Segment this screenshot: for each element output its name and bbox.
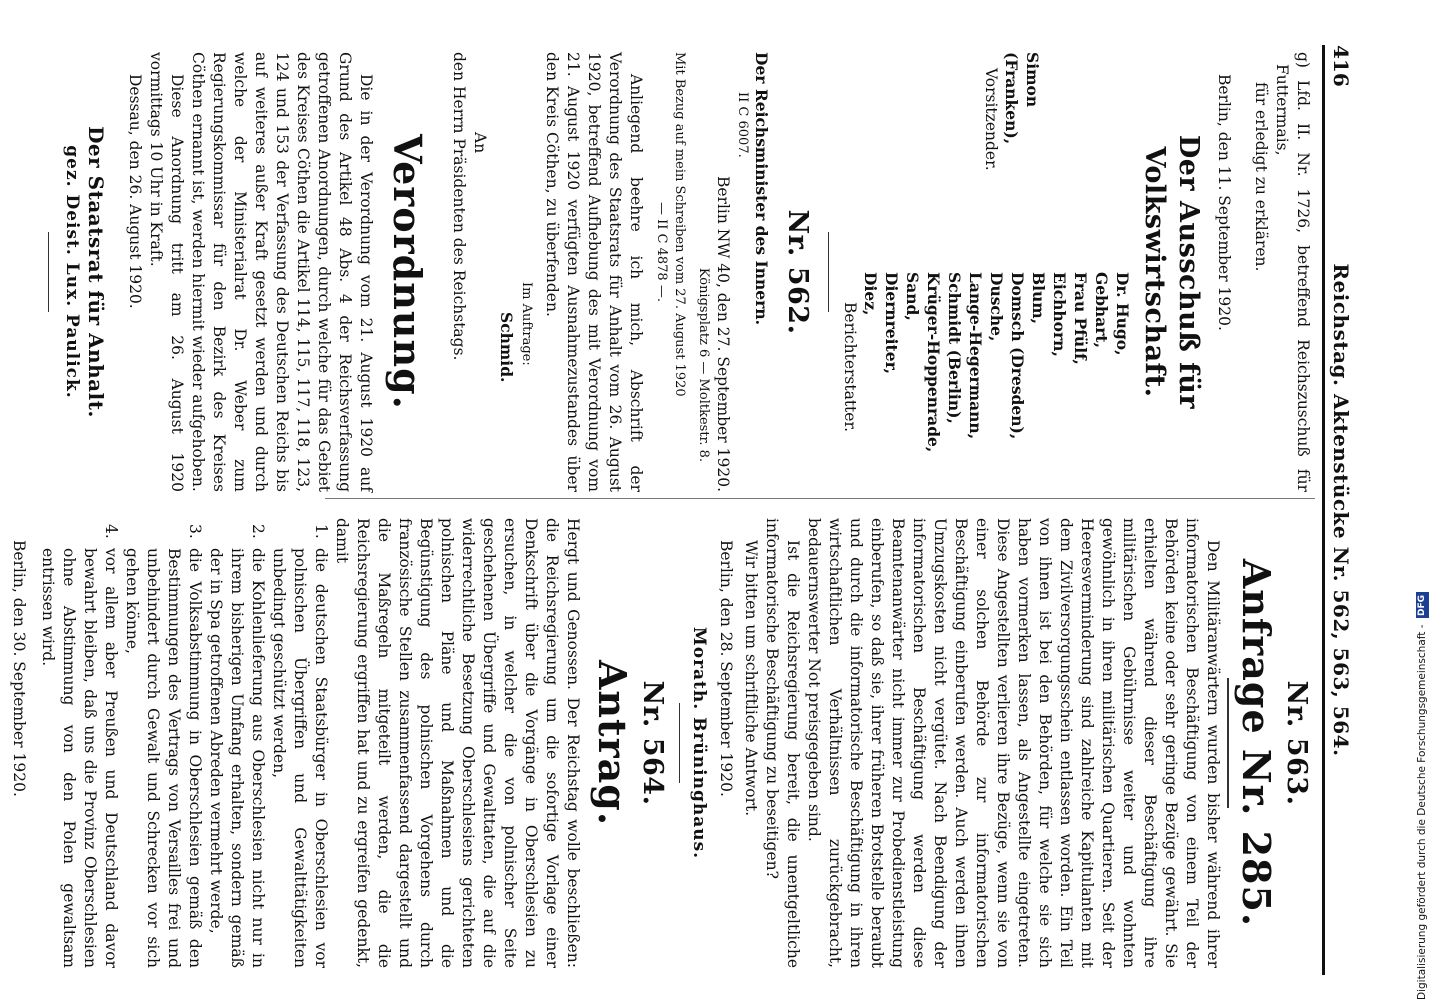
item-number: 3. — [186, 524, 204, 539]
page-header — [1322, 45, 1365, 975]
member-name: Domsch (Dresden), — [1008, 272, 1027, 440]
item-text: vor allem aber Preußen und Deutschland davor bewahrt bleiben, daß uns die Provinz Oberschlesien ohne Abstimmung von den Polen gewaltsam entrissen wird. — [39, 548, 120, 968]
motion-intro: Hergt und Genossen. Der Reichstag wolle beschließen: die Reichsregierung um die sofortige Vorlage einer Denkschrift über die Vorgänge in Oberschlesien zu ersuchen, in welcher die von polnischer Seite geschehenen Übergriffe und Gewalttaten, die auf die widerrechtliche Besetzung Oberschlesiens gerichteten polnischen Pläne und Maßnahmen und die Begünstigung des polnischen Vorgehens durch französische Stellen zusammenfassend dargestellt und die Maßregeln mitgeteilt werden, die die Reichsregierung ergriffen hat und zu ergreifen gedenkt, damit — [333, 518, 582, 968]
letter-signer: Schmid. — [497, 312, 516, 383]
member-name: Schmidt (Berlin), — [945, 272, 964, 424]
member-list — [839, 182, 1133, 452]
decree-signers: gez. Deist. Lux. Paulick. — [62, 145, 82, 399]
funding-sidebar — [1410, 0, 1434, 1000]
address: Königsplatz 6 — Moltkestr. 8. — [696, 267, 711, 462]
item-g: g) Lfd. II. Nr. 1726, betreffend Reichszuschuß für Futtermais, — [1273, 52, 1312, 492]
signer-name — [0, 860, 2, 968]
signer-name — [0, 746, 2, 854]
reference-code: II C 6007. — [735, 92, 750, 158]
members-role: Berichterstatter. — [841, 302, 859, 433]
place-date: Berlin NW 40, den 27. September 1920. — [714, 176, 732, 492]
title-rule — [1227, 678, 1229, 808]
order-label: Im Auftrage: — [519, 282, 534, 366]
column-divider — [325, 498, 1315, 499]
decree-body: Die in der Verordnung vom 21. August 1920 auf Grund des Artikel 48 Abs. 4 der Reichsverfassung getroffenen Anordnungen, durch welche für das Gebiet des Kreises Cöthen die Artikel 114, 115, 117, 118, 123, 124 und 153 der Verfassung des Deutschen Reichs bis auf weiteres außer Kraft gesetzt werden und durch welche der Ministerialrat Dr. Weber zum Regierungskommissar für den Bezirk des Kreises Cöthen ernannt ist, werden hiermit wieder aufgehoben. — [189, 52, 375, 492]
decree-title: Verordnung. — [385, 134, 430, 410]
item-text: die Kohlenlieferung aus Oberschlesien nicht nur in ihrem bisherigen Umfang erhalten, sondern gemäß der in Spa getroffenen Abreden vermehrt werde, — [207, 548, 267, 968]
reference-line: Mit Bezug auf mein Schreiben vom 27. August 1920 — [672, 52, 687, 397]
item-number: 1. — [312, 524, 330, 539]
running-title: Reichstag. Aktenstücke Nr. 562, 563, 564. — [1329, 263, 1353, 757]
member-name: Frau Pfülf, — [1071, 272, 1090, 365]
list-item — [121, 518, 205, 968]
chair-role: Vorsitzender. — [982, 68, 1000, 171]
separator — [828, 232, 829, 312]
motion-items — [37, 518, 331, 968]
item-text: die Volksabstimmung in Oberschlesien gemäß den Bestimmungen des Vertrags von Versailles frei und unbehindert durch Gewalt und Schrecken vor sich gehen könne, — [123, 548, 204, 968]
end-rule — [48, 232, 49, 312]
letter-body: Anliegend beehre ich mich, Abschrift der Verordnung des Staatsrats für Anhalt vom 26. August 1920, betreffend Aufhebung des mit Verordnung vom 21. August 1920 verfügten Ausnahmezustandes über den Kreis Cöthen, zu überfenden. — [543, 52, 645, 492]
chair-block — [980, 52, 1133, 182]
dfg-logo: DFG — [1416, 592, 1429, 618]
item-text: die deutschen Staatsbürger in Oberschlesien vor polnischen Übergriffen und Gewalttätigkeiten unbedingt geschützt werden, — [270, 548, 330, 968]
reference-line-2: — II C 4878 —. — [654, 202, 669, 302]
to-recipient: den Herrn Präsidenten des Reichstags. — [450, 52, 468, 361]
nr-562-heading: Nr. 562. — [782, 209, 813, 335]
item-g-cont: für erledigt zu erklären. — [1252, 82, 1270, 272]
member-name: Diernreiter, — [882, 272, 901, 374]
inquiry-date: Berlin, den 28. September 1920. — [717, 540, 735, 797]
inquiry-request: Wir bitten um schriftliche Antwort. — [742, 540, 760, 817]
right-column — [0, 518, 1313, 968]
funding-note: Digitalisierung gefördert durch die Deutsche Forschungsgemeinschaft - — [1416, 624, 1428, 1000]
chair-name: Simon (Franken), — [1002, 52, 1042, 145]
decree-authority: Der Staatsrat für Anhalt. — [84, 126, 108, 418]
list-item — [268, 518, 331, 968]
nr-564-heading: Nr. 564. — [637, 680, 668, 806]
inquiry-question: Ist die Reichsregierung bereit, die unentgeltliche informatorische Beschäftigung zu beseitigen? — [763, 518, 802, 968]
nr-563-heading: Nr. 563. — [1281, 680, 1312, 806]
funding-note-row — [1412, 10, 1432, 1000]
minister-title: Der Reichsminister des Innern. — [752, 52, 771, 325]
member-name: Krüger-Hoppenrade, — [924, 272, 943, 453]
member-name: Blum, — [1029, 272, 1048, 325]
item-number: 2. — [249, 524, 267, 539]
motion-title: Antrag. — [590, 659, 635, 827]
member-name: Lange-Hegermann, — [966, 272, 985, 440]
signer-name — [0, 632, 2, 740]
committee-signatures — [839, 52, 1133, 492]
item-number: 4. — [102, 524, 120, 539]
list-item — [37, 518, 121, 968]
to-label: An — [471, 132, 489, 154]
date-1: Berlin, den 11. September 1920. — [1215, 74, 1233, 331]
member-name: Gebhart, — [1092, 272, 1111, 348]
inquiry-body: Den Militäranwärtern wurden bisher während ihrer informatorischen Beschäftigung von einem Teil der Behörden keine oder sehr geringe Bezüge gewährt. Sie erhielten während dieser Beschäftigung ihre militärischen Gebührnisse weiter und wohnten gewöhnlich in ihren militärischen Quartieren. Seit der Heeresverminderung sind zahlreiche Kapitulanten mit dem Zivilversorgungsschein entlassen worden. Ein Teil von ihnen ist bei den Behörden, für welche sie sich haben vormerken lassen, als Angestellte eingetreten. Diese Angestellten verlieren ihre Bezüge, wenn sie von einer solchen Behörde zur informatorischen Beschäftigung einberufen werden. Auch werden ihnen Umzugskosten nicht vergütet. Nach Beendigung der informatorischen Beschäftigung werden diese Beamtenanwärter nicht immer zur Probedienstleistung einberufen, so daß sie, ihrer früheren Brotstelle beraubt und durch die informatorische Beschäftigung in ihren wirtschaftlichen Verhältnissen zurückgebracht, bedauernswerter Not preisgegeben sind. — [805, 518, 1222, 968]
separator — [679, 703, 680, 783]
member-name: Dr. Hugo, — [1113, 272, 1132, 356]
left-column — [42, 52, 1313, 492]
member-name: Dusche, — [987, 272, 1006, 342]
signer-name — [0, 518, 2, 626]
motion-date: Berlin, den 30. September 1920. — [10, 540, 28, 797]
member-name: Eichhorn, — [1050, 272, 1069, 357]
inquiry-signers: Morath. Brüninghaus. — [689, 626, 709, 860]
list-item — [205, 518, 268, 968]
page-number: 416 — [1329, 45, 1353, 87]
decree-place-date: Dessau, den 26. August 1920. — [126, 74, 144, 309]
motion-signers — [0, 518, 2, 968]
committee-title: Der Ausschuß für Volkswirtschaft. — [1139, 134, 1204, 410]
member-name: Diez, — [861, 272, 880, 316]
member-name: Sand, — [903, 272, 922, 321]
inquiry-title: Anfrage Nr. 285. — [1234, 558, 1279, 928]
decree-body-2: Diese Anordnung tritt am 26. August 1920 vormittags 10 Uhr in Kraft. — [147, 52, 186, 492]
